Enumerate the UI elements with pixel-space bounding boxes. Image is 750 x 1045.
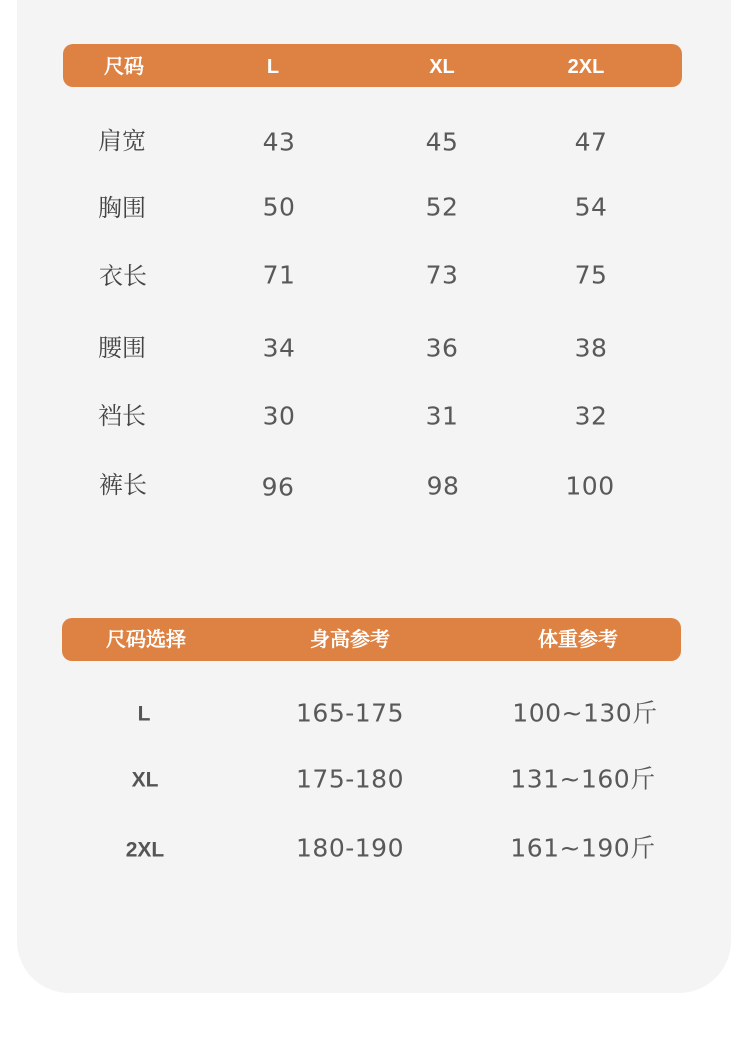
header-l: L (266, 56, 280, 78)
header-size-choice: 尺码选择 (106, 629, 186, 651)
guide-size: 2XL (125, 838, 165, 862)
table-cell: 45 (425, 127, 459, 157)
guide-height: 175-180 (296, 764, 404, 794)
guide-weight: 100~130斤 (512, 698, 658, 728)
row-label-length: 衣长 (99, 262, 147, 290)
header-xl: XL (429, 56, 455, 78)
table-cell: 71 (262, 260, 296, 290)
row-label-chest: 胸围 (98, 194, 146, 222)
row-label-pants-length: 裤长 (99, 471, 147, 499)
table-cell: 38 (574, 333, 608, 363)
header-weight-ref: 体重参考 (538, 629, 618, 651)
table-cell: 43 (262, 127, 296, 157)
table-cell: 52 (425, 192, 459, 222)
header-size: 尺码 (104, 56, 144, 78)
table-cell: 98 (426, 471, 460, 501)
row-label-shoulder: 肩宽 (98, 127, 146, 155)
guide-weight: 131~160斤 (510, 764, 656, 794)
guide-size: L (137, 702, 151, 726)
row-label-rise: 裆长 (98, 402, 146, 430)
table-cell: 36 (425, 333, 459, 363)
table-cell: 50 (262, 192, 296, 222)
table-cell: 47 (574, 127, 608, 157)
table-cell: 75 (574, 260, 608, 290)
guide-height: 165-175 (296, 698, 404, 728)
table-cell: 54 (574, 192, 608, 222)
table-cell: 96 (261, 472, 295, 502)
table-cell: 34 (262, 333, 296, 363)
table-cell: 30 (262, 401, 296, 431)
header-height-ref: 身高参考 (310, 629, 390, 651)
header-2xl: 2XL (567, 56, 605, 78)
table-cell: 32 (574, 401, 608, 431)
table-cell: 31 (425, 401, 459, 431)
guide-size: XL (131, 768, 159, 792)
row-label-waist: 腰围 (98, 334, 146, 362)
guide-height: 180-190 (296, 833, 404, 863)
table-cell: 100 (565, 471, 615, 501)
guide-weight: 161~190斤 (510, 833, 656, 863)
table-cell: 73 (425, 260, 459, 290)
